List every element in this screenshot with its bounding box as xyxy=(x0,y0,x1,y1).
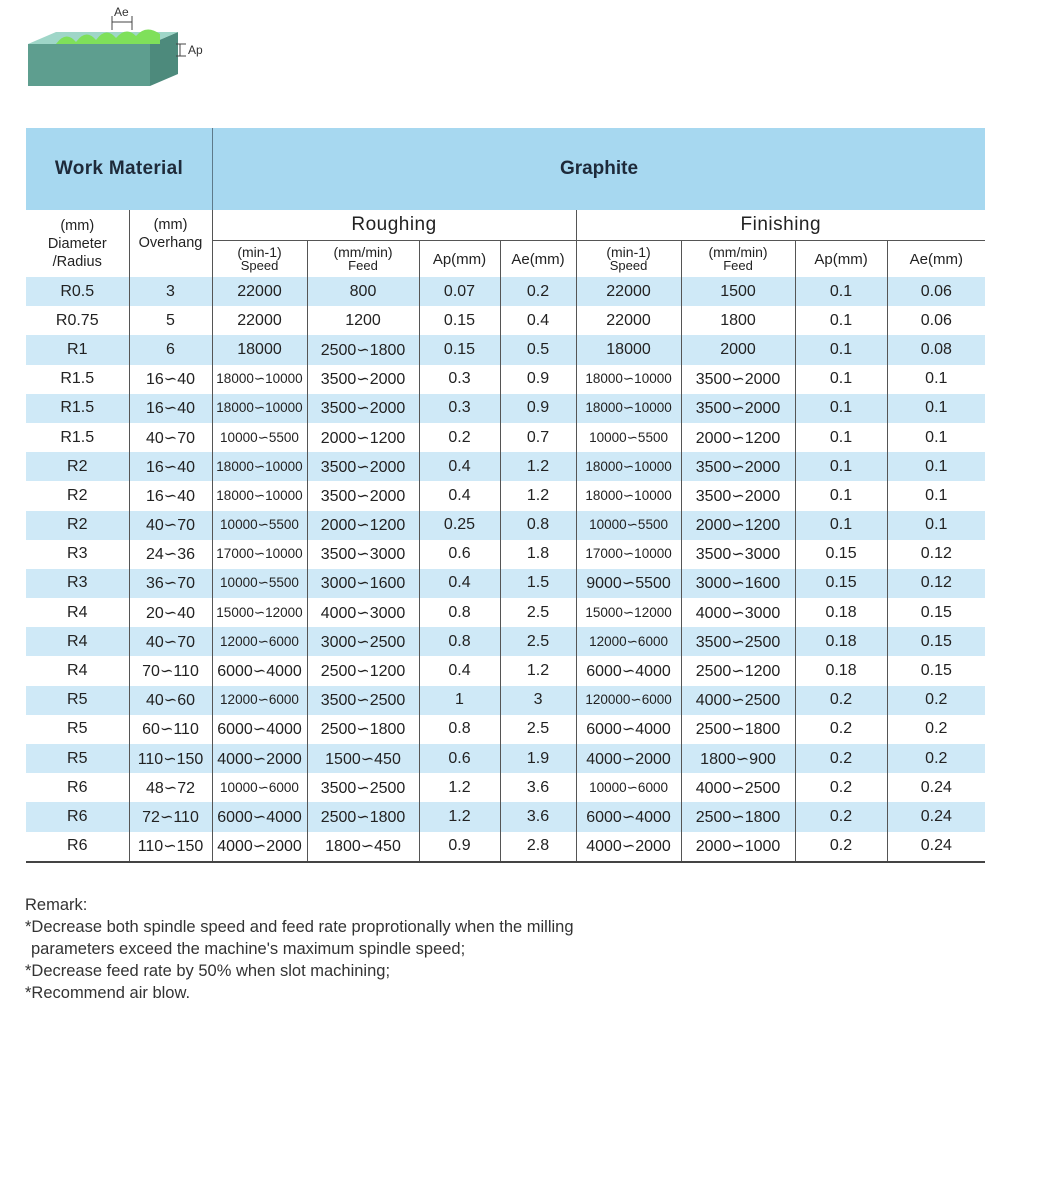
cell-overhang: 110∽150 xyxy=(129,832,212,862)
cell-finish-ae: 0.1 xyxy=(887,423,985,452)
cell-rough-feed: 3500∽2500 xyxy=(307,773,419,802)
cell-radius: R4 xyxy=(67,603,88,621)
table-row xyxy=(26,481,985,510)
cell-finish-ap: 0.15 xyxy=(795,569,887,598)
cell-radius: R2 xyxy=(67,486,88,504)
cell-rough-feed: 3500∽2000 xyxy=(307,481,419,510)
cell-rough-ap: 0.8 xyxy=(419,715,500,744)
cell-radius: R6 xyxy=(67,778,88,796)
cell-finish-feed: 3500∽2000 xyxy=(681,365,795,394)
cell-rough-ap: 0.4 xyxy=(419,481,500,510)
cell-finish-ae: 0.1 xyxy=(887,511,985,540)
table-row xyxy=(26,569,985,598)
table-row xyxy=(26,715,985,744)
table-row xyxy=(26,423,985,452)
cell-rough-speed: 18000∽10000 xyxy=(212,394,307,423)
overhang-unit: (mm) xyxy=(153,217,188,233)
table-row xyxy=(26,277,985,306)
cell-overhang: 3 xyxy=(129,277,212,306)
cell-rough-ap: 0.9 xyxy=(419,832,500,862)
cell-finish-feed: 2000 xyxy=(681,335,795,364)
cell-finish-feed: 2000∽1000 xyxy=(681,832,795,862)
diameter-line2: /Radius xyxy=(52,253,102,270)
table-row xyxy=(26,598,985,627)
cell-rough-ap: 0.4 xyxy=(419,569,500,598)
cell-rough-ae: 2.8 xyxy=(500,832,576,862)
ae-ap-diagram xyxy=(20,4,220,94)
cell-finish-feed: 4000∽3000 xyxy=(681,598,795,627)
remarks xyxy=(25,894,725,1004)
cell-rough-feed: 2000∽1200 xyxy=(307,423,419,452)
cell-finish-speed: 22000 xyxy=(576,277,681,306)
cell-finish-ae: 0.2 xyxy=(887,686,985,715)
cell-rough-ap: 0.15 xyxy=(419,335,500,364)
cell-finish-ap: 0.1 xyxy=(795,452,887,481)
cell-finish-ap: 0.18 xyxy=(795,627,887,656)
cell-rough-speed: 10000∽5500 xyxy=(212,511,307,540)
cell-rough-ae: 1.8 xyxy=(500,540,576,569)
roughing-feed-header xyxy=(307,241,419,278)
cell-overhang: 40∽70 xyxy=(129,423,212,452)
cell-rough-speed: 6000∽4000 xyxy=(212,715,307,744)
remark-line-1: *Decrease both spindle speed and feed rate proprotionally when the milling xyxy=(25,918,574,936)
cell-rough-ae: 1.2 xyxy=(500,481,576,510)
workpiece-side xyxy=(28,44,150,86)
cell-finish-ae: 0.24 xyxy=(887,773,985,802)
cell-radius: R2 xyxy=(26,511,129,540)
cell-rough-speed: 10000∽6000 xyxy=(212,773,307,802)
cell-rough-ae: 0.4 xyxy=(500,306,576,335)
cell-finish-speed: 18000∽10000 xyxy=(576,365,681,394)
table-row xyxy=(26,306,985,335)
cell-rough-feed: 2500∽1800 xyxy=(307,715,419,744)
cell-radius: R2 xyxy=(26,452,129,481)
cell-finish-ae: 0.12 xyxy=(887,569,985,598)
cell-finish-feed: 3500∽3000 xyxy=(681,540,795,569)
cell-finish-feed: 3500∽2500 xyxy=(681,627,795,656)
cell-finish-feed: 3000∽1600 xyxy=(681,569,795,598)
cell-finish-ae: 0.15 xyxy=(887,627,985,656)
feed-label: Feed xyxy=(723,258,753,273)
feed-unit: (mm/min) xyxy=(333,244,393,260)
cell-finish-ap: 0.1 xyxy=(795,423,887,452)
cell-rough-speed: 18000∽10000 xyxy=(212,365,307,394)
cell-finish-feed: 3500∽2000 xyxy=(681,394,795,423)
speed-unit: (min-1) xyxy=(237,244,282,260)
cell-overhang: 40∽60 xyxy=(129,686,212,715)
cell-finish-speed: 4000∽2000 xyxy=(576,832,681,862)
finishing-ap-header: Ap(mm) xyxy=(795,241,887,278)
diameter-header xyxy=(26,210,129,277)
cell-rough-ap: 0.8 xyxy=(419,598,500,627)
cell-radius: R3 xyxy=(67,545,88,563)
cell-finish-feed: 4000∽2500 xyxy=(681,773,795,802)
cell-rough-ap: 0.6 xyxy=(419,744,500,773)
cell-radius: R0.5 xyxy=(26,277,129,306)
cell-finish-speed: 6000∽4000 xyxy=(576,656,681,685)
cell-rough-ap: 1 xyxy=(419,686,500,715)
remark-title: Remark: xyxy=(25,896,88,914)
table-row xyxy=(26,686,985,715)
cell-rough-ap: 0.6 xyxy=(419,540,500,569)
cell-rough-ap: 0.3 xyxy=(419,394,500,423)
cell-overhang: 20∽40 xyxy=(129,598,212,627)
cell-radius: R1.5 xyxy=(60,370,95,388)
cell-finish-feed: 3500∽2000 xyxy=(681,481,795,510)
cell-rough-ae: 1.2 xyxy=(500,656,576,685)
cell-finish-speed: 17000∽10000 xyxy=(576,540,681,569)
table-row xyxy=(26,627,985,656)
cell-finish-speed: 6000∽4000 xyxy=(576,715,681,744)
cell-radius: R0.75 xyxy=(55,311,99,329)
feed-unit: (mm/min) xyxy=(708,244,768,260)
table-row xyxy=(26,335,985,364)
cell-rough-feed: 3000∽2500 xyxy=(307,627,419,656)
cell-overhang: 16∽40 xyxy=(129,365,212,394)
cell-finish-ae: 0.2 xyxy=(887,715,985,744)
cell-rough-ae: 0.7 xyxy=(500,423,576,452)
cell-finish-ae: 0.12 xyxy=(887,540,985,569)
cell-rough-speed: 15000∽12000 xyxy=(212,598,307,627)
cell-finish-feed: 3500∽2000 xyxy=(681,452,795,481)
roughing-speed-header xyxy=(212,241,307,278)
cell-rough-speed: 10000∽5500 xyxy=(212,423,307,452)
finishing-speed-header xyxy=(576,241,681,278)
cell-rough-ae: 0.9 xyxy=(500,394,576,423)
table-row xyxy=(26,452,985,481)
remark-line-3: *Decrease feed rate by 50% when slot machining; xyxy=(25,962,391,980)
cell-finish-speed: 120000∽6000 xyxy=(576,686,681,715)
cell-finish-feed: 2000∽1200 xyxy=(681,423,795,452)
cell-rough-ae: 1.2 xyxy=(500,452,576,481)
material-name: Graphite xyxy=(559,158,639,179)
roughing-ae-header: Ae(mm) xyxy=(500,241,576,278)
cell-overhang: 16∽40 xyxy=(129,481,212,510)
cell-finish-ae: 0.2 xyxy=(887,744,985,773)
roughing-ap-header: Ap(mm) xyxy=(419,241,500,278)
cell-overhang: 16∽40 xyxy=(129,394,212,423)
table-row xyxy=(26,773,985,802)
table-row xyxy=(26,511,985,540)
cell-rough-feed: 3500∽2500 xyxy=(307,686,419,715)
cell-rough-ae: 1.9 xyxy=(500,744,576,773)
cell-finish-speed: 18000∽10000 xyxy=(576,481,681,510)
finishing-header: Finishing xyxy=(576,210,985,241)
cell-radius: R5 xyxy=(67,720,88,738)
cell-finish-speed: 15000∽12000 xyxy=(576,598,681,627)
cell-overhang: 24∽36 xyxy=(129,540,212,569)
cutting-parameters-table xyxy=(26,128,985,863)
remark-line-4: *Recommend air blow. xyxy=(25,984,191,1002)
cell-finish-speed: 18000 xyxy=(576,335,681,364)
cell-rough-feed: 800 xyxy=(307,277,419,306)
speed-label: Speed xyxy=(240,258,279,273)
cell-rough-speed: 22000 xyxy=(212,306,307,335)
cell-rough-feed: 3000∽1600 xyxy=(307,569,419,598)
cell-rough-feed: 2500∽1200 xyxy=(307,656,419,685)
cell-finish-ap: 0.1 xyxy=(795,335,887,364)
cell-rough-feed: 3500∽2000 xyxy=(307,365,419,394)
cell-overhang: 110∽150 xyxy=(129,744,212,773)
cell-overhang: 5 xyxy=(129,306,212,335)
cell-finish-ap: 0.18 xyxy=(795,598,887,627)
work-material-label: Work Material xyxy=(54,158,184,179)
cell-finish-feed: 2500∽1200 xyxy=(681,656,795,685)
cell-finish-feed: 2500∽1800 xyxy=(681,802,795,831)
cell-rough-speed: 6000∽4000 xyxy=(212,802,307,831)
cell-finish-speed: 6000∽4000 xyxy=(576,802,681,831)
remark-line-2: parameters exceed the machine's maximum spindle speed; xyxy=(31,940,466,958)
cell-rough-ap: 0.2 xyxy=(419,423,500,452)
cell-finish-feed: 2500∽1800 xyxy=(681,715,795,744)
cell-rough-speed: 12000∽6000 xyxy=(212,627,307,656)
cell-rough-ae: 2.5 xyxy=(500,715,576,744)
parameters-grid xyxy=(26,210,985,863)
cell-finish-ap: 0.1 xyxy=(795,511,887,540)
finishing-feed-header xyxy=(681,241,795,278)
diameter-unit: (mm) xyxy=(60,217,95,234)
cell-radius: R4 xyxy=(26,627,129,656)
finishing-ae-header: Ae(mm) xyxy=(887,241,985,278)
cell-rough-ae: 2.5 xyxy=(500,598,576,627)
cell-finish-speed: 18000∽10000 xyxy=(576,394,681,423)
cell-rough-ae: 0.5 xyxy=(500,335,576,364)
cell-radius: R1.5 xyxy=(60,428,95,446)
cell-finish-ap: 0.18 xyxy=(795,656,887,685)
cell-finish-ap: 0.1 xyxy=(795,306,887,335)
cell-rough-feed: 3500∽3000 xyxy=(307,540,419,569)
cell-rough-ae: 3 xyxy=(500,686,576,715)
cell-radius: R3 xyxy=(26,569,129,598)
cell-finish-speed: 10000∽6000 xyxy=(576,773,681,802)
table-row xyxy=(26,365,985,394)
cell-rough-ae: 0.8 xyxy=(500,511,576,540)
table-row xyxy=(26,744,985,773)
cell-rough-speed: 18000∽10000 xyxy=(212,481,307,510)
table-row xyxy=(26,802,985,831)
cell-finish-speed: 9000∽5500 xyxy=(576,569,681,598)
cell-finish-ae: 0.15 xyxy=(887,598,985,627)
cell-finish-feed: 1800∽900 xyxy=(681,744,795,773)
cell-finish-ae: 0.08 xyxy=(887,335,985,364)
cell-finish-speed: 10000∽5500 xyxy=(576,423,681,452)
cell-rough-ap: 0.4 xyxy=(419,452,500,481)
cell-rough-speed: 4000∽2000 xyxy=(212,744,307,773)
cell-rough-speed: 6000∽4000 xyxy=(212,656,307,685)
cell-rough-speed: 10000∽5500 xyxy=(212,569,307,598)
cell-rough-ap: 0.07 xyxy=(419,277,500,306)
cell-finish-speed: 22000 xyxy=(576,306,681,335)
cell-rough-feed: 3500∽2000 xyxy=(307,394,419,423)
cell-radius: R4 xyxy=(67,662,88,680)
cell-rough-ap: 1.2 xyxy=(419,802,500,831)
cell-rough-ap: 0.3 xyxy=(419,365,500,394)
cell-rough-feed: 3500∽2000 xyxy=(307,452,419,481)
header-row-groups xyxy=(26,210,985,241)
cell-radius: R6 xyxy=(26,832,129,862)
cell-rough-ap: 1.2 xyxy=(419,773,500,802)
overhang-label: Overhang xyxy=(138,235,203,251)
cell-finish-ae: 0.24 xyxy=(887,802,985,831)
cell-finish-speed: 10000∽5500 xyxy=(576,511,681,540)
cell-finish-speed: 12000∽6000 xyxy=(576,627,681,656)
ae-label: Ae xyxy=(114,5,129,19)
cell-finish-feed: 4000∽2500 xyxy=(681,686,795,715)
diameter-line1: Diameter xyxy=(47,235,107,252)
cell-rough-ap: 0.15 xyxy=(419,306,500,335)
cell-radius: R1 xyxy=(26,335,129,364)
overhang-header xyxy=(129,210,212,277)
cell-rough-ap: 0.4 xyxy=(419,656,500,685)
cell-overhang: 36∽70 xyxy=(129,569,212,598)
cell-rough-ae: 2.5 xyxy=(500,627,576,656)
cell-rough-feed: 1200 xyxy=(307,306,419,335)
cell-rough-speed: 18000∽10000 xyxy=(212,452,307,481)
speed-unit: (min-1) xyxy=(606,244,651,260)
cell-overhang: 60∽110 xyxy=(129,715,212,744)
speed-label: Speed xyxy=(609,258,648,273)
material-header xyxy=(26,128,985,210)
cell-finish-ae: 0.06 xyxy=(887,277,985,306)
table-row xyxy=(26,540,985,569)
cell-finish-feed: 2000∽1200 xyxy=(681,511,795,540)
table-row xyxy=(26,394,985,423)
ap-label: Ap xyxy=(188,43,203,57)
cell-overhang: 72∽110 xyxy=(129,802,212,831)
cell-finish-ae: 0.1 xyxy=(887,394,985,423)
cell-radius: R5 xyxy=(26,744,129,773)
cell-finish-ap: 0.1 xyxy=(795,394,887,423)
cell-rough-ae: 0.2 xyxy=(500,277,576,306)
cell-rough-ae: 3.6 xyxy=(500,773,576,802)
cell-radius: R1.5 xyxy=(26,394,129,423)
table-row xyxy=(26,832,985,862)
cell-rough-ae: 0.9 xyxy=(500,365,576,394)
roughing-header: Roughing xyxy=(212,210,576,241)
cell-finish-feed: 1500 xyxy=(681,277,795,306)
cell-rough-speed: 18000 xyxy=(212,335,307,364)
cell-rough-feed: 2500∽1800 xyxy=(307,802,419,831)
cell-rough-speed: 22000 xyxy=(212,277,307,306)
cell-rough-speed: 17000∽10000 xyxy=(212,540,307,569)
cell-rough-ap: 0.8 xyxy=(419,627,500,656)
cell-finish-speed: 18000∽10000 xyxy=(576,452,681,481)
cell-finish-ap: 0.2 xyxy=(795,715,887,744)
cell-finish-ap: 0.1 xyxy=(795,481,887,510)
cell-overhang: 40∽70 xyxy=(129,511,212,540)
cell-overhang: 16∽40 xyxy=(129,452,212,481)
cell-rough-feed: 4000∽3000 xyxy=(307,598,419,627)
cell-rough-feed: 2000∽1200 xyxy=(307,511,419,540)
cell-finish-ae: 0.1 xyxy=(887,481,985,510)
cell-finish-ap: 0.15 xyxy=(795,540,887,569)
cell-rough-ae: 1.5 xyxy=(500,569,576,598)
cell-rough-ap: 0.25 xyxy=(419,511,500,540)
cell-rough-feed: 2500∽1800 xyxy=(307,335,419,364)
cell-finish-ap: 0.2 xyxy=(795,744,887,773)
cell-rough-ae: 3.6 xyxy=(500,802,576,831)
cell-finish-feed: 1800 xyxy=(681,306,795,335)
cell-rough-speed: 12000∽6000 xyxy=(212,686,307,715)
cell-rough-feed: 1500∽450 xyxy=(307,744,419,773)
cell-finish-ae: 0.06 xyxy=(887,306,985,335)
cell-radius: R5 xyxy=(26,686,129,715)
cell-overhang: 70∽110 xyxy=(129,656,212,685)
cell-finish-ap: 0.1 xyxy=(795,277,887,306)
cell-finish-ae: 0.15 xyxy=(887,656,985,685)
cell-finish-ap: 0.1 xyxy=(795,365,887,394)
feed-label: Feed xyxy=(348,258,378,273)
cell-overhang: 48∽72 xyxy=(129,773,212,802)
cell-overhang: 40∽70 xyxy=(129,627,212,656)
cell-finish-ap: 0.2 xyxy=(795,686,887,715)
cell-finish-speed: 4000∽2000 xyxy=(576,744,681,773)
cell-finish-ap: 0.2 xyxy=(795,773,887,802)
cell-finish-ap: 0.2 xyxy=(795,802,887,831)
cell-finish-ae: 0.1 xyxy=(887,365,985,394)
cell-rough-feed: 1800∽450 xyxy=(307,832,419,862)
table-row xyxy=(26,656,985,685)
cell-overhang: 6 xyxy=(129,335,212,364)
cell-radius: R6 xyxy=(26,802,129,831)
cell-finish-ap: 0.2 xyxy=(795,832,887,862)
cell-finish-ae: 0.24 xyxy=(887,832,985,862)
cell-finish-ae: 0.1 xyxy=(887,452,985,481)
cell-rough-speed: 4000∽2000 xyxy=(212,832,307,862)
